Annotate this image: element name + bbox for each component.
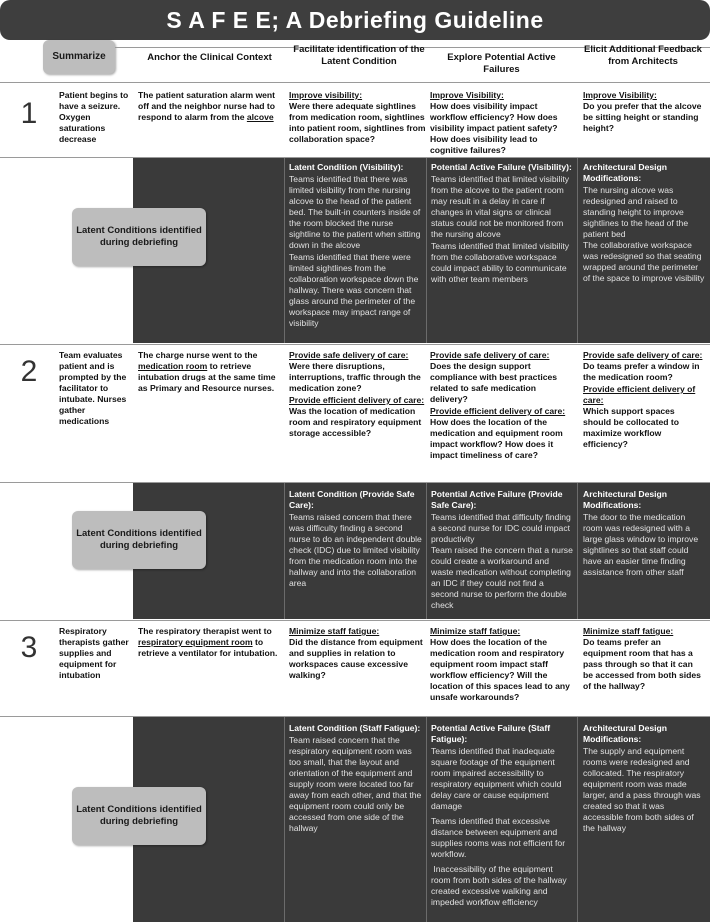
page-title: S A F E E; A Debriefing Guideline	[0, 0, 710, 40]
column-divider	[577, 483, 578, 619]
active-failure-cell	[431, 723, 573, 908]
header-elicit: Elicit Additional Feedback from Architects	[584, 44, 702, 67]
elicit-text: Do teams prefer a window in the medication room?	[583, 361, 700, 382]
explore-text: Does the design support compliance with best practices related to safe medication delivery?	[430, 361, 558, 404]
step-summary: Team evaluates patient and is prompted by the facilitator to intubate. Nurses gather medications	[59, 350, 127, 426]
explore-heading: Improve Visibility:	[430, 90, 504, 100]
column-divider	[577, 158, 578, 343]
step-summary: Respiratory therapists gather supplies and equipment for intubation	[59, 626, 129, 680]
explore-heading-2: Provide efficient delivery of care:	[430, 406, 566, 416]
design-modification-cell	[583, 162, 705, 284]
step-row-3	[0, 621, 710, 715]
design-modification-text: The supply and equipment rooms were redesigned and collocated. The respiratory equipment room was made larger, and a pass through was created so that it was accessible from both sides of the hallway	[583, 746, 701, 833]
step-number: 2	[20, 355, 38, 388]
design-modification-heading: Architectural Design Modifications:	[583, 489, 668, 510]
active-failure-text: Teams identified that limited visibility from the alcove to the patient room may result in a delay in care if changes in vital signs or clinical status could not be monitored from the nursing alcove	[431, 174, 570, 239]
latent-condition-heading: Latent Condition (Staff Fatigue):	[289, 723, 421, 733]
active-failure-text: Teams identified that inadequate square footage of the equipment room impaired accessibility to respiratory equipment which could delay care or cause equipment damage	[431, 746, 562, 811]
latent-row-1	[0, 158, 710, 343]
anchor-location: alcove	[246, 112, 274, 122]
latent-conditions-pill: Latent Conditions identified during debriefing	[72, 208, 206, 266]
design-modification-text: The collaborative workspace was redesigned so that seating wrapped around the perimeter of the space to improve visibility	[583, 240, 705, 283]
elicit-cell	[583, 626, 703, 692]
explore-text: How does the location of the medication room and respiratory equipment room impact staff workflow efficiency? Will the location of this spaces lead to any unsafe workarounds?	[430, 637, 570, 702]
latent-row-2	[0, 483, 710, 619]
facilitate-text: Did the distance from equipment and supplies in relation to workspaces cause excessive walking?	[289, 637, 423, 680]
elicit-heading: Minimize staff fatigue:	[583, 626, 674, 636]
anchor-cell	[138, 350, 281, 394]
column-divider	[284, 483, 285, 619]
anchor-location: respiratory equipment room	[138, 637, 253, 647]
active-failure-cell	[431, 162, 573, 285]
latent-conditions-pill: Latent Conditions identified during debriefing	[72, 511, 206, 569]
step-number: 1	[20, 97, 38, 130]
latent-row-3	[0, 717, 710, 922]
anchor-text: The patient saturation alarm went off and the neighbor nurse had to respond to alarm from the	[138, 90, 276, 122]
step-number: 3	[20, 631, 38, 664]
explore-text-2: How does the location of the medication and equipment room impact workflow? How does it impact timeliness of care?	[430, 417, 563, 460]
latent-condition-text: Team raised concern that the respiratory equipment room was too small, that the layout and orientation of the equipment and supply room were located too far away from each other, and that the equipment room could only be accessed from one side of the hallway	[289, 735, 422, 833]
latent-condition-heading: Latent Condition (Visibility):	[289, 162, 404, 172]
elicit-heading: Provide safe delivery of care:	[583, 350, 703, 360]
anchor-cell	[138, 90, 281, 123]
facilitate-text: Were there disruptions, interruptions, traffic through the medication zone?	[289, 361, 421, 393]
header-explore: Explore Potential Active Failures	[447, 52, 556, 75]
facilitate-text-2: Was the location of medication room and respiratory equipment storage accessible?	[289, 406, 422, 438]
anchor-text-end: to retrieve a ventilator for intubation.	[138, 637, 278, 658]
header-anchor: Anchor the Clinical Context	[147, 52, 272, 63]
anchor-text: The respiratory therapist went to	[138, 626, 272, 636]
facilitate-cell	[289, 626, 427, 681]
active-failure-text: Teams identified that excessive distance between equipment and supplies rooms was not efficient for workflow.	[431, 816, 566, 859]
elicit-heading: Improve Visibility:	[583, 90, 657, 100]
design-modification-cell	[583, 723, 705, 834]
facilitate-heading: Minimize staff fatigue:	[289, 626, 380, 636]
latent-condition-text: Teams raised concern that there was difficulty finding a second nurse to do an independent double check (IDC) due to limited visibility from the medication room into the hallway and into the collaboration area	[289, 512, 422, 588]
column-divider	[577, 717, 578, 922]
design-modification-heading: Architectural Design Modifications:	[583, 723, 668, 744]
latent-condition-text: Teams identified that there were limited sightlines from the collaboration workspace down the hallway. There was concern that glass around the perimeter of the workspace may impact range of visibility	[289, 252, 419, 328]
step-summary: Patient begins to have a seizure. Oxygen saturations decrease	[59, 90, 129, 144]
elicit-heading-2: Provide efficient delivery of care:	[583, 384, 696, 405]
latent-condition-cell	[289, 162, 423, 329]
facilitate-cell	[289, 350, 427, 439]
explore-cell	[430, 626, 573, 703]
design-modification-text: The nursing alcove was redesigned and raised to standing height to improve sightlines to the head of the patient bed	[583, 185, 689, 239]
explore-cell	[430, 90, 573, 156]
summarize-header-pill: Summarize	[43, 40, 115, 74]
active-failure-text: Inaccessibility of the equipment room from both sides of the hallway created excessive walking and impeded workflow efficiency	[431, 864, 570, 907]
active-failure-cell	[431, 489, 573, 611]
facilitate-heading-2: Provide efficient delivery of care:	[289, 395, 425, 405]
latent-conditions-pill: Latent Conditions identified during debriefing	[72, 787, 206, 845]
latent-condition-cell	[289, 723, 423, 834]
design-modification-cell	[583, 489, 705, 578]
column-divider	[426, 158, 427, 343]
elicit-text: Do teams prefer an equipment room that has a pass through so that it can be accessed from both sides of the hallway?	[583, 637, 701, 691]
active-failure-text: Teams identified that limited visibility from the collaborative workspace could impact ability to communicate with other team members	[431, 241, 570, 284]
active-failure-text: Team raised the concern that a nurse could create a workaround and waste medication without completing an IDC if they could not find a second nurse to perform the double check	[431, 545, 573, 610]
active-failure-text: Teams identified that difficulty finding a second nurse for IDC could impact productivity	[431, 512, 571, 544]
anchor-text-end: to retrieve intubation drugs at the same time as Primary and Resource nurses.	[138, 361, 276, 393]
facilitate-text: Were there adequate sightlines from medication room, sightlines into patient room, sightlines from collaboration space?	[289, 101, 426, 144]
explore-heading: Minimize staff fatigue:	[430, 626, 521, 636]
latent-condition-cell	[289, 489, 423, 589]
column-divider	[284, 717, 285, 922]
facilitate-heading: Improve visibility:	[289, 90, 363, 100]
facilitate-heading: Provide safe delivery of care:	[289, 350, 409, 360]
active-failure-heading: Potential Active Failure (Provide Safe Care):	[431, 489, 563, 510]
step-row-2	[0, 345, 710, 481]
anchor-cell	[138, 626, 281, 659]
explore-heading: Provide safe delivery of care:	[430, 350, 550, 360]
elicit-cell	[583, 90, 703, 134]
anchor-text: The charge nurse went to the	[138, 350, 258, 360]
column-divider	[426, 483, 427, 619]
elicit-text-2: Which support spaces should be collocated to maximize workflow efficiency?	[583, 406, 679, 449]
facilitate-cell	[289, 90, 427, 145]
latent-condition-heading: Latent Condition (Provide Safe Care):	[289, 489, 415, 510]
active-failure-heading: Potential Active Failure (Staff Fatigue):	[431, 723, 551, 744]
anchor-location: medication room	[138, 361, 208, 371]
explore-text: How does visibility impact workflow efficiency? How does visibility impact patient safety? How does visibility lead to cognitive failures?	[430, 101, 558, 155]
elicit-cell	[583, 350, 703, 450]
explore-cell	[430, 350, 573, 461]
header-facilitate: Facilitate identification of the Latent Condition	[293, 44, 425, 67]
latent-condition-text: Teams identified that there was limited visibility from the nursing alcove to the head of the patient bed. The built-in counters inside of the room blocked the nurse sightline to the patient when sitting down in the alcove	[289, 174, 421, 250]
active-failure-heading: Potential Active Failure (Visibility):	[431, 162, 572, 172]
elicit-text: Do you prefer that the alcove be sitting height or standing height?	[583, 101, 702, 133]
column-divider	[284, 158, 285, 343]
design-modification-text: The door to the medication room was redesigned with a large glass window to improve sightlines so that staff could have an easier time finding assistance from other staff	[583, 512, 699, 577]
design-modification-heading: Architectural Design Modifications:	[583, 162, 668, 183]
step-row-1	[0, 83, 710, 156]
column-divider	[426, 717, 427, 922]
